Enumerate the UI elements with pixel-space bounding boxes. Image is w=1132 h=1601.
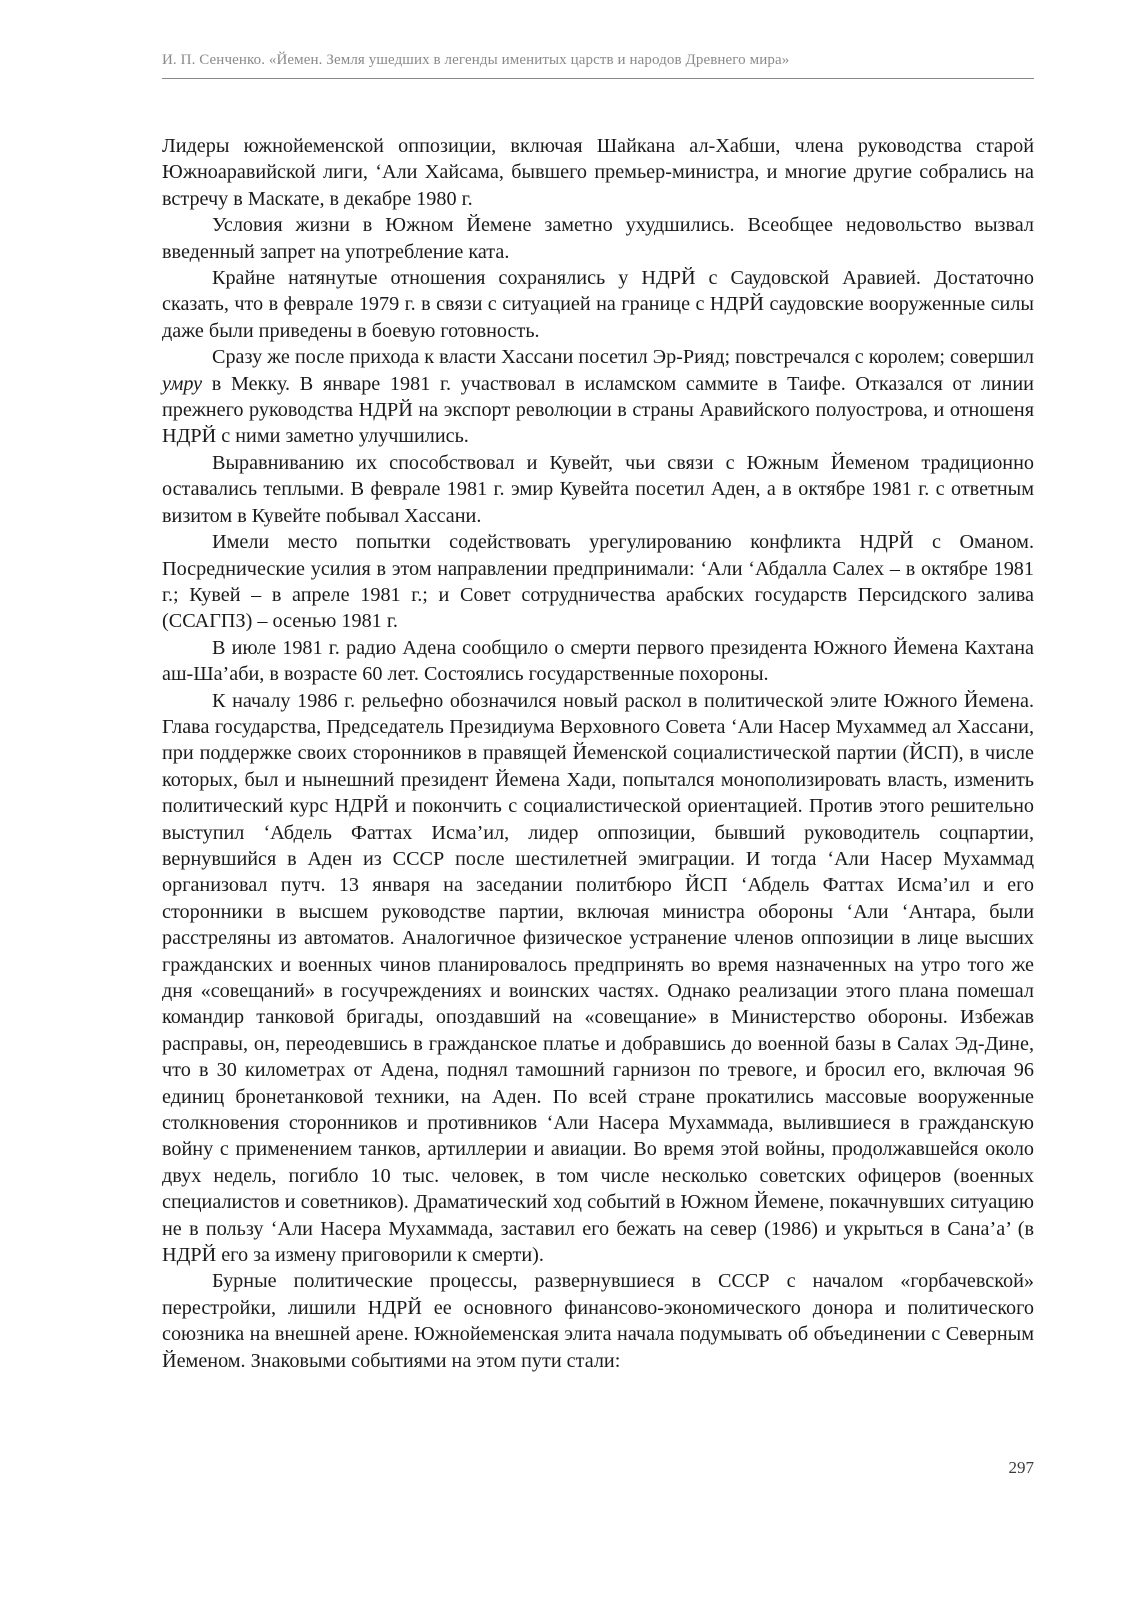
paragraph-4 [162,344,1034,450]
paragraph-7: В июле 1981 г. радио Адена сообщило о смерти первого президента Южного Йемена Кахтана аш-Ша’аби, в возрасте 60 лет. Состоялись государственные похороны. [162,636,1034,686]
paragraph-4-before: Сразу же после прихода к власти Хассани посетил Эр-Рияд; повстречался с королем; совершил [212,346,1034,369]
paragraph-8: К началу 1986 г. рельефно обозначился новый раскол в политической элите Южного Йемена. Глава государства, Председатель Президиума Верховного Совета ‘Али Насер Мухаммед ал Хассани, при поддержке своих сторонников в правящей Йеменской социалистической партии (ЙСП), в числе которых, был и нынешний президент Йемена Хади, попытался монополизировать власть, изменить политический курс НДРЙ и покончить с социалистической ориентацией. Против этого решительно выступил ‘Абдель Фаттах Исма’ил, лидер оппозиции, бывший руководитель соцпартии, вернувшийся в Аден из СССР после шестилетней эмиграции. И тогда ‘Али Насер Мухаммад организовал путч. 13 января на заседании политбюро ЙСП ‘Абдель Фаттах Исма’ил и его сторонники в высшем руководстве партии, включая министра обороны ‘Али ‘Антара, были расстреляны из автоматов. Аналогичное физическое устранение членов оппозиции в лице высших гражданских и военных чинов планировалось предпринять во время назначенных на утро того же дня «совещаний» в госучреждениях и воинских частях. Однако реализации этого плана помешал командир танковой бригады, опоздавший на «совещание» в Министерство обороны. Избежав расправы, он, переодевшись в гражданское платье и добравшись до военной базы в Салах Эд-Дине, что в 30 километрах от Адена, поднял тамошний гарнизон по тревоге, и бросил его, включая 96 единиц бронетанковой техники, на Аден. По всей стране прокатились массовые вооруженные столкновения сторонников и противников ‘Али Насера Мухаммада, вылившиеся в гражданскую войну с применением танков, артиллерии и авиации. Во время этой войны, продолжавшейся около двух недель, погибло 10 тыс. человек, в том числе несколько советских офицеров (военных специалистов и советников). Драматический ход событий в Южном Йемене, покачнувших ситуацию не в пользу ‘Али Насера Мухаммада, заставил его бежать на север (1986) и укрыться в Сана’а’ (в НДРЙ его за измену приговорили к смерти). [162,689,1034,1267]
body-text [162,133,1034,1374]
paragraph-3: Крайне натянутые отношения сохранялись у НДРЙ с Саудовской Аравией. Достаточно сказать, что в феврале 1979 г. в связи с ситуацией на границе с НДРЙ саудовские вооруженные силы даже были приведены в боевую готовность. [162,267,1034,342]
paragraph-2: Условия жизни в Южном Йемене заметно ухудшились. Всеобщее недовольство вызвал введенный запрет на употребление ката. [162,214,1034,263]
paragraph-4-after: в Мекку. В январе 1981 г. участвовал в исламском саммите в Таифе. Отказался от линии прежнего руководства НДРЙ на экспорт революции в страны Аравийского полуострова, и отношеня НДРЙ с ними заметно улучшились. [162,372,1034,448]
paragraph-6: Имели место попытки содействовать урегулированию конфликта НДРЙ с Оманом. Посреднические усилия в этом направлении предпринимали: ‘Али ‘Абдалла Салех – в октябре 1981 г.; Кувей – в апреле 1981 г.; и Совет сотрудничества арабских государств Персидского залива (ССАГПЗ) – осенью 1981 г. [162,531,1034,633]
italic-term-umra: умру [162,372,203,395]
paragraph-1: Лидеры южнойеменской оппозиции, включая Шайкана ал-Хабши, члена руководства старой Южноаравийской лиги, ‘Али Хайсама, бывшего премьер-министра, и многие другие собрались на встречу в Маскате, в декабре 1980 г. [162,135,1034,210]
page-number: 297 [1008,1458,1034,1477]
paragraph-9: Бурные политические процессы, развернувшиеся в СССР с началом «горбачевской» перестройки, лишили НДРЙ ее основного финансово-экономического донора и политического союзника на внешней арене. Южнойеменская элита начала подумывать об объединении с Северным Йеменом. Знаковыми событиями на этом пути стали: [162,1270,1034,1372]
header-rule [162,78,1034,79]
paragraph-5: Выравниванию их способствовал и Кувейт, чьи связи с Южным Йеменом традиционно оставались теплыми. В феврале 1981 г. эмир Кувейта посетил Аден, а в октябре 1981 г. с ответным визитом в Кувейте побывал Хассани. [162,451,1034,527]
running-head: И. П. Сенченко. «Йемен. Земля ушедших в легенды именитых царств и народов Древнего мира» [162,52,790,68]
